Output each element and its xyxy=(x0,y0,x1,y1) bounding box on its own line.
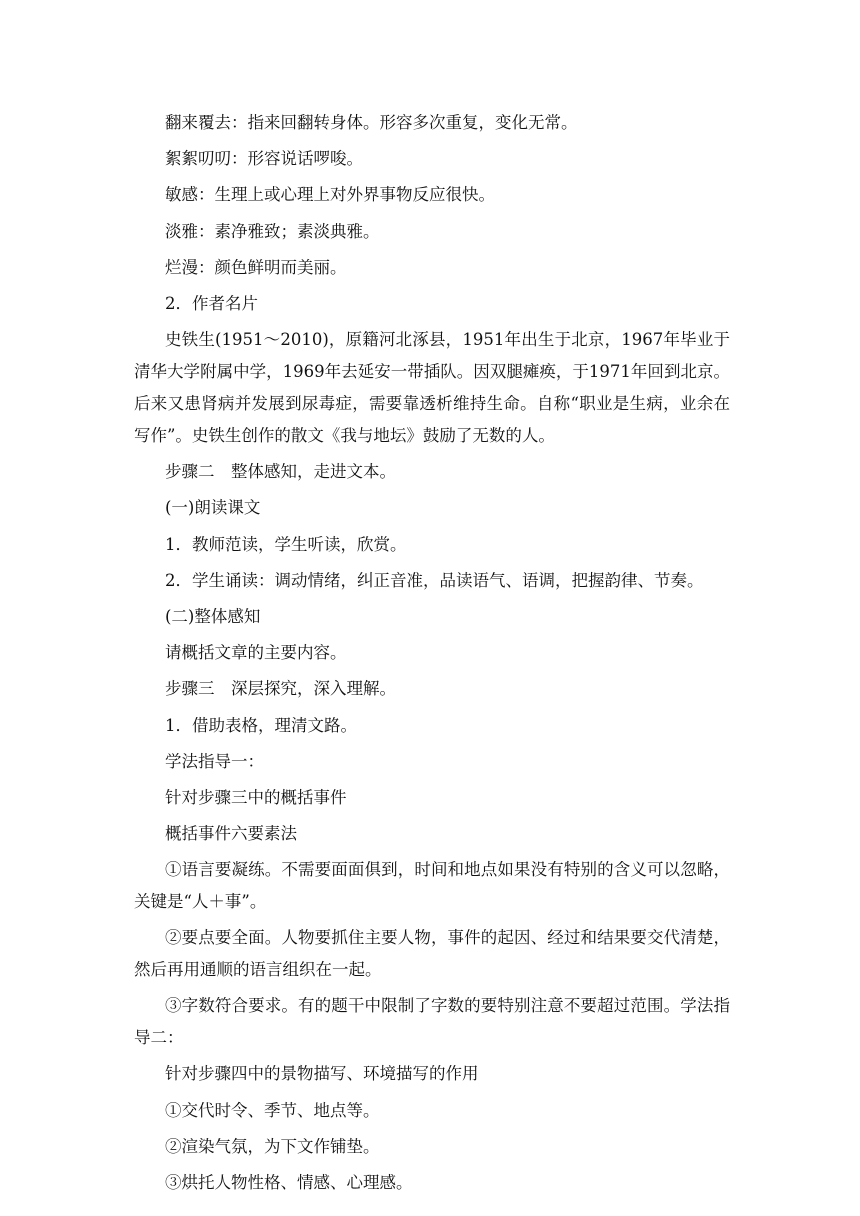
document-body xyxy=(134,105,730,1201)
section-heading-author: 2．作者名片 xyxy=(165,294,258,314)
method-point-1: ①语言要凝练。不需要面面俱到，时间和地点如果没有特别的含义可以忽略，关键是“人＋事”。 xyxy=(134,860,730,912)
subheading-reading: (一)朗读课文 xyxy=(165,498,261,518)
paragraph-definition-2: 絮絮叨叨：形容说话啰唆。 xyxy=(165,149,363,169)
method-guide-1-target: 针对步骤三中的概括事件 xyxy=(165,788,347,808)
paragraph-summary-prompt: 请概括文章的主要内容。 xyxy=(165,643,347,663)
paragraph-definition-3: 敏感：生理上或心理上对外界事物反应很快。 xyxy=(165,185,495,205)
step-heading-3: 步骤三 深层探究，深入理解。 xyxy=(165,679,396,699)
method-guide-1-title: 概括事件六要素法 xyxy=(165,824,297,844)
scenery-point-3: ③烘托人物性格、情感、心理感。 xyxy=(165,1173,413,1193)
paragraph-definition-1: 翻来覆去：指来回翻转身体。形容多次重复，变化无常。 xyxy=(165,113,578,132)
method-guide-2-target: 针对步骤四中的景物描写、环境描写的作用 xyxy=(165,1064,479,1084)
scenery-point-2: ②渲染气氛，为下文作铺垫。 xyxy=(165,1136,380,1156)
paragraph-definition-4: 淡雅：素净雅致；素淡典雅。 xyxy=(165,221,380,241)
paragraph-definition-5: 烂漫：颜色鲜明而美丽。 xyxy=(165,257,347,277)
step-heading-2: 步骤二 整体感知，走进文本。 xyxy=(165,462,396,482)
method-point-2: ②要点要全面。人物要抓住主要人物，事件的起因、经过和结果要交代清楚，然后再用通顺的语言组织在一起。 xyxy=(134,928,730,980)
list-item-reading-1: 1．教师范读，学生听读，欣赏。 xyxy=(165,534,407,554)
paragraph-author-bio: 史铁生(1951～2010)，原籍河北涿县，1951年出生于北京，1967年毕业于清华大学附属中学，1969年去延安一带插队。因双腿瘫痪，于1971年回到北京。后来又患肾病并发展到尿毒症，需要靠透析维持生命。自称“职业是生病，业余在写作”。史铁生创作的散文《我与地坛》鼓励了无数的人。 xyxy=(134,330,730,446)
method-guide-1-heading: 学法指导一： xyxy=(165,751,264,771)
list-item-reading-2: 2．学生诵读：调动情绪，纠正音准，品读语气、语调，把握韵律、节奏。 xyxy=(165,570,704,590)
list-item-table: 1．借助表格，理清文路。 xyxy=(165,715,357,735)
method-point-3: ③字数符合要求。有的题干中限制了字数的要特别注意不要超过范围。学法指导二： xyxy=(134,996,730,1048)
subheading-overview: (二)整体感知 xyxy=(165,607,261,627)
scenery-point-1: ①交代时令、季节、地点等。 xyxy=(165,1100,380,1120)
